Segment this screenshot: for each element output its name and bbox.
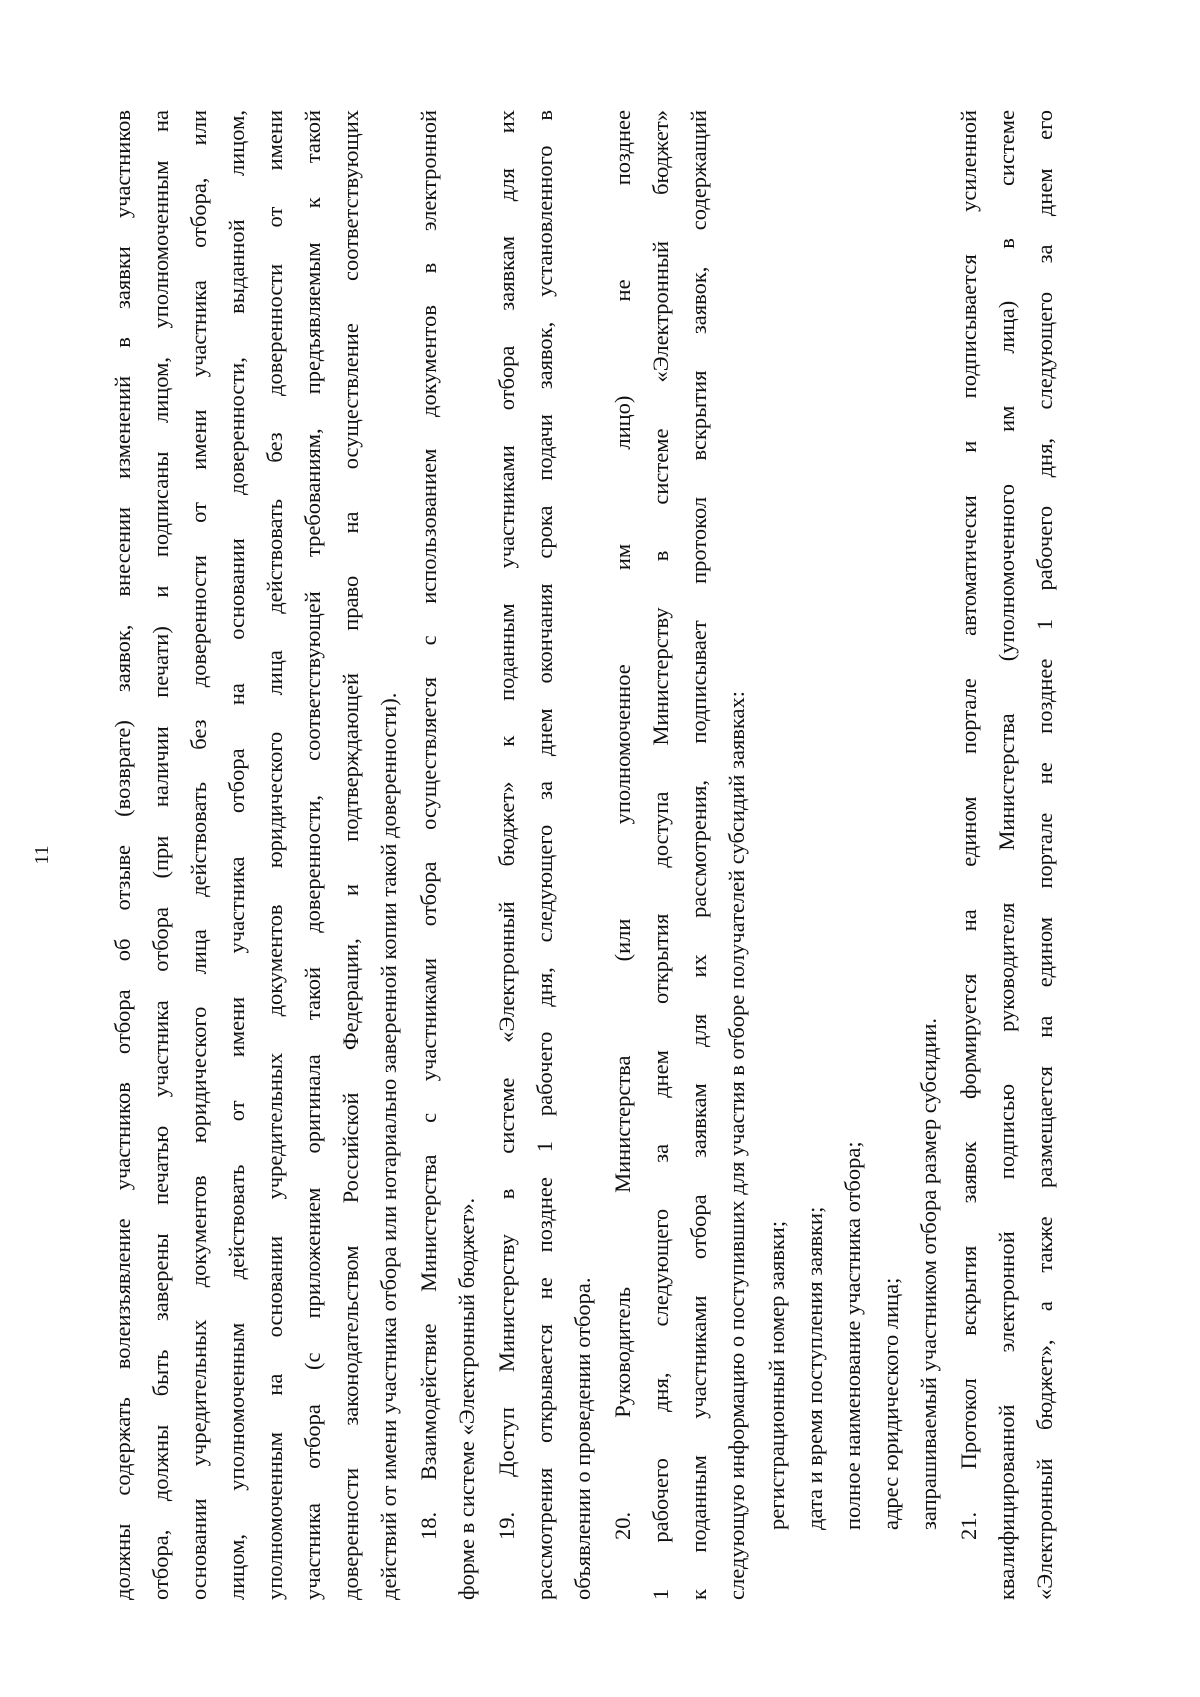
list-item: дата и время поступления заявки; <box>802 1206 827 1530</box>
text-line: основании учредительных документов юридического лица действовать без доверенности от имени участника отбора, или <box>186 110 211 1600</box>
text-line: участника отбора (с приложением оригинала такой доверенности, соответствующей требованиям, предъявляемым к такой <box>300 110 325 1600</box>
text-line: лицом, уполномоченным действовать от имени участника отбора на основании доверенности, выданной лицом, <box>224 110 249 1600</box>
paragraph-20-line: 20. Руководитель Министерства (или уполномоченное им лицо) не позднее <box>610 110 635 1540</box>
text-line: действий от имени участника отбора или нотариально заверенной копии такой доверенности). <box>376 692 401 1600</box>
list-item: адрес юридического лица; <box>878 1277 903 1530</box>
text-line: доверенности законодательством Российской Федерации, и подтверждающей право на осуществление соответствующих <box>338 110 363 1600</box>
rotated-text-block <box>31 110 1200 1600</box>
paragraph-19-line: 19. Доступ Министерству в системе «Электронный бюджет» к поданным участниками отбора заявкам для их <box>494 110 519 1540</box>
text-line: объявлении о проведении отбора. <box>570 1277 595 1600</box>
text-line: форме в системе «Электронный бюджет». <box>454 1197 479 1600</box>
text-line: отбора, должны быть заверены печатью участника отбора (при наличии печати) и подписаны лицом, уполномоченным на <box>148 110 173 1600</box>
list-item: регистрационный номер заявки; <box>764 1220 789 1530</box>
list-item: запрашиваемый участником отбора размер субсидии. <box>916 1018 941 1530</box>
text-line: рассмотрения открывается не позднее 1 рабочего дня, следующего за днем окончания срока подачи заявок, установленного в <box>532 110 557 1600</box>
text-line: должны содержать волеизъявление участников отбора об отзыве (возврате) заявок, внесении изменений в заявки участников <box>110 110 135 1600</box>
list-item: полное наименование участника отбора; <box>840 1141 865 1530</box>
text-line: следующую информацию о поступивших для участия в отборе получателей субсидий заявках: <box>724 691 749 1600</box>
text-line: квалифицированной электронной подписью руководителя Министерства (уполномоченного им лица) в системе <box>994 110 1019 1600</box>
text-line: к поданным участниками отбора заявкам для их рассмотрения, подписывает протокол вскрытия заявок, содержащий <box>686 110 711 1600</box>
page-number: 11 <box>31 845 53 865</box>
paragraph-18-line: 18. Взаимодействие Министерства с участниками отбора осуществляется с использованием документов в электронной <box>416 110 441 1540</box>
paragraph-21-line: 21. Протокол вскрытия заявок формируется на едином портале автоматически и подписывается усиленной <box>956 110 981 1540</box>
text-line: «Электронный бюджет», а также размещается на едином портале не позднее 1 рабочего дня, следующего за днем его <box>1032 110 1057 1600</box>
text-line: уполномоченным на основании учредительных документов юридического лица действовать без доверенности от имени <box>262 110 287 1600</box>
text-line: 1 рабочего дня, следующего за днем открытия доступа Министерству в системе «Электронный бюджет» <box>648 110 673 1600</box>
